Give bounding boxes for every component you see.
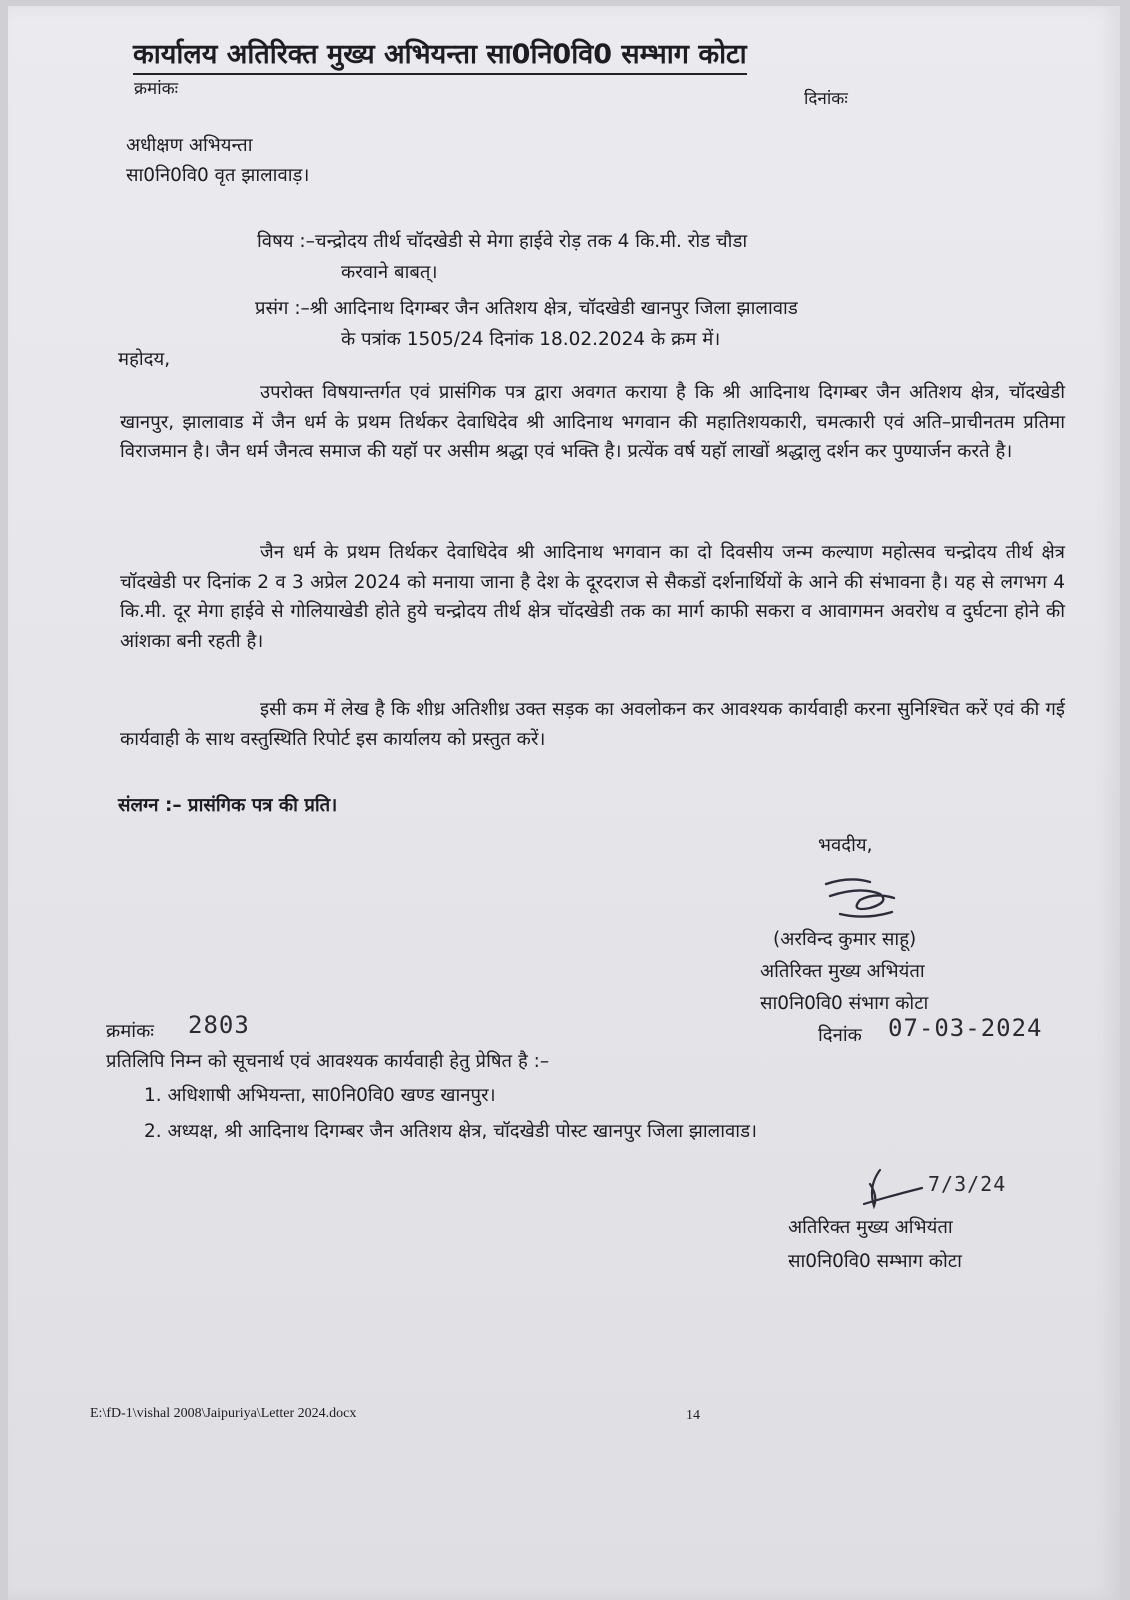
addressee-line-1: अधीक्षण अभियन्ता <box>126 135 253 156</box>
body-paragraph-1: उपरोक्त विषयान्तर्गत एवं प्रासंगिक पत्र द्वारा अवगत कराया है कि श्री आदिनाथ दिगम्बर जैन अतिशय क्षेत्र, चॉदखेडी खानपुर, झालावाड में जैन धर्म के प्रथम तिर्थकर देवाधिदेव श्री आदिनाथ भगवान की महातिशयकारी, चमत्कारी एवं अति–प्राचीनतम प्रतिमा विराजमान है। जैन धर्म जैनत्व समाज की यहॉ पर असीम श्रद्धा एवं भक्ति है। प्रत्येंक वर्ष यहॉ लाखों श्रद्धालु दर्शन कर पुण्यार्जन करते है। <box>120 382 1065 463</box>
kramank-label: क्रमांकः <box>134 79 179 99</box>
office-title: कार्यालय अतिरिक्त मुख्य अभियन्ता सा0नि0वि0 सम्भाग कोटा <box>133 34 747 75</box>
copy-designation: अतिरिक्त मुख्य अभियंता <box>788 1217 953 1238</box>
reference-line-1: प्रसंग :–श्री आदिनाथ दिगम्बर जैन अतिशय क्षेत्र, चॉदखेडी खानपुर जिला झालावाड <box>255 298 798 319</box>
subject-line-2: करवाने बाबत्। <box>341 262 438 283</box>
footer-file-path: E:\fD-1\vishal 2008\Jaipuriya\Letter 2024.docx <box>90 1406 357 1421</box>
copy-kramank-value: 2803 <box>188 1011 250 1039</box>
signatory-office: सा0नि0वि0 संभाग कोटा <box>760 993 929 1014</box>
body-paragraph-2: जैन धर्म के प्रथम तिर्थकर देवाधिदेव श्री आदिनाथ भगवान का दो दिवसीय जन्म कल्याण महोत्सव चन्द्रोदय तीर्थ क्षेत्र चॉदखेडी पर दिनांक 2 व 3 अप्रेल 2024 को मनाया जाना है देश के दूरदराज से सैकडों दर्शनार्थियों के आने की संभावना है। यह से लगभग 4 कि.मी. दूर मेगा हाईवे से गोलियाखेडी होते हुये चन्द्रोदय तीर्थ क्षेत्र चॉदखेडी तक का मार्ग काफी सकरा व आवागमन अवरोध व दुर्घटना होने की आंशका बनी रहती है। <box>120 542 1065 652</box>
copy-item-1: 1. अधिशाषी अभियन्ता, सा0नि0वि0 खण्ड खानपुर। <box>144 1085 496 1106</box>
reference-line-2: के पत्रांक 1505/24 दिनांक 18.02.2024 के क्रम में। <box>341 329 721 350</box>
copy-office: सा0नि0वि0 सम्भाग कोटा <box>788 1251 962 1272</box>
copy-kramank-label: क्रमांकः <box>106 1021 155 1042</box>
signature-mark <box>820 874 900 924</box>
letter-page <box>8 6 1120 1600</box>
copy-sign-date: 7/3/24 <box>928 1172 1007 1196</box>
initials-mark <box>850 1166 930 1216</box>
salutation: महोदय, <box>118 349 171 370</box>
subject-line-1: विषय :–चन्द्रोदय तीर्थ चॉदखेडी से मेगा हाईवे रोड़ तक 4 कि.मी. रोड चौडा <box>257 231 748 252</box>
closing: भवदीय, <box>818 835 873 856</box>
enclosure: संलग्न :– प्रासंगिक पत्र की प्रति। <box>118 795 338 816</box>
signatory-designation: अतिरिक्त मुख्य अभियंता <box>760 961 925 982</box>
dinank-label: दिनांकः <box>804 89 848 109</box>
copy-item-2: 2. अध्यक्ष, श्री आदिनाथ दिगम्बर जैन अतिशय क्षेत्र, चॉदखेडी पोस्ट खानपुर जिला झालावाड। <box>144 1121 758 1142</box>
copy-dinank-value: 07-03-2024 <box>888 1014 1043 1042</box>
addressee-line-2: सा0नि0वि0 वृत झालावाड़। <box>126 165 310 186</box>
body-paragraph-3: इसी कम में लेख है कि शीध्र अतिशीध्र उक्त सड़क का अवलोकन कर आवश्यक कार्यवाही करना सुनिश्चित करें एवं की गई कार्यवाही के साथ वस्तुस्थिति रिपोर्ट इस कार्यालय को प्रस्तुत करें। <box>120 699 1065 750</box>
signatory-name: (अरविन्द कुमार साहू) <box>773 929 917 950</box>
footer-page-number: 14 <box>686 1408 700 1423</box>
copy-dinank-label: दिनांक <box>818 1025 862 1046</box>
copy-intro: प्रतिलिपि निम्न को सूचनार्थ एवं आवश्यक कार्यवाही हेतु प्रेषित है :– <box>106 1051 550 1072</box>
